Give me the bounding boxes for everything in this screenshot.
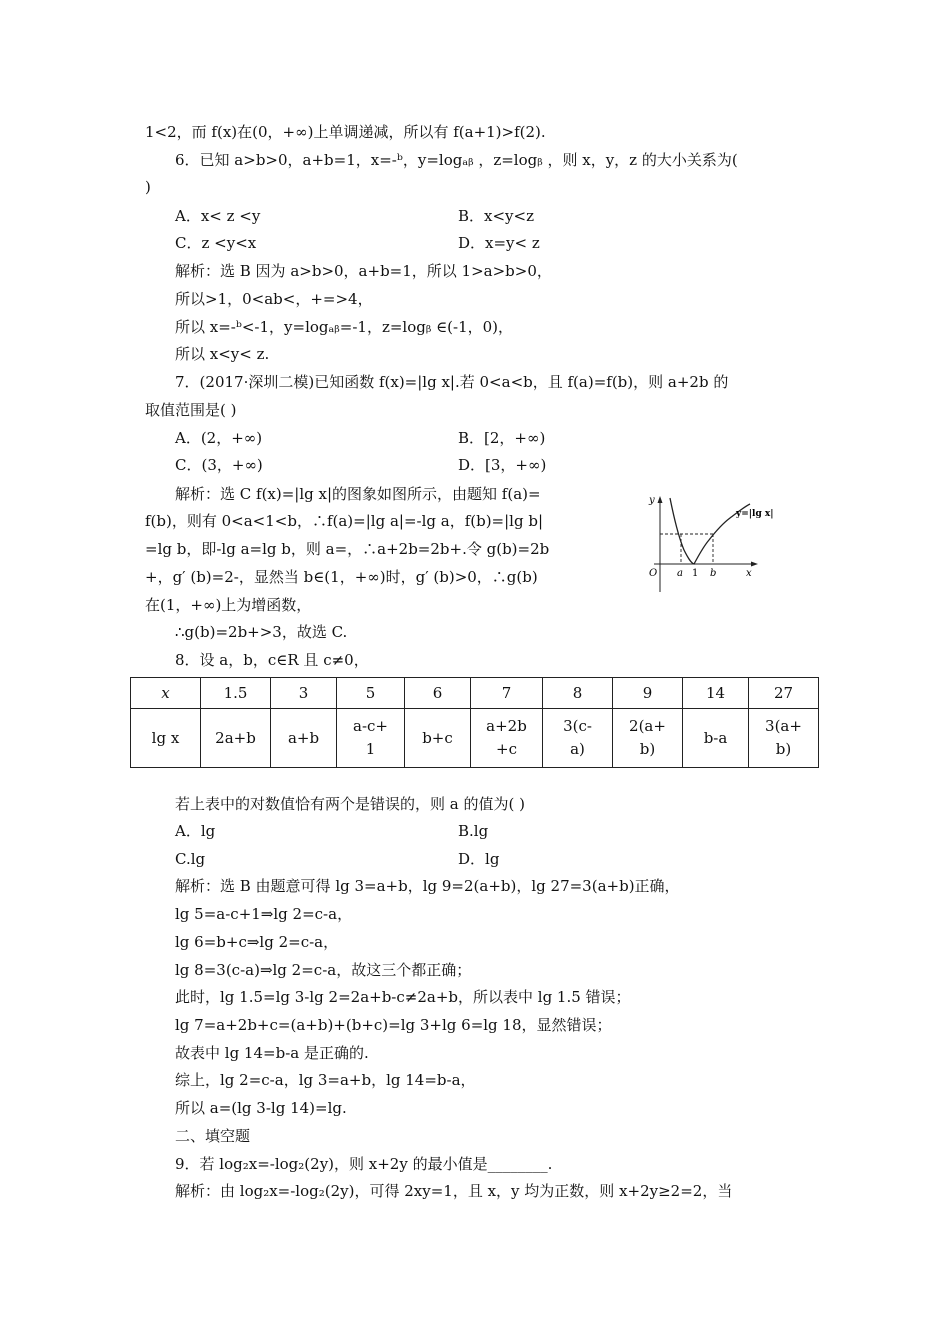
section-heading: 二、填空题 — [175, 1127, 251, 1145]
question-7-stem: 7．(2017·深圳二模)已知函数 f(x)=|lg x|.若 0<a<b，且 f(a)=f(b)，则 a+2b 的 — [175, 373, 729, 391]
solution-line: 所以>1，0<ab<，+=>4， — [175, 290, 373, 308]
log-table — [130, 677, 819, 768]
table-cell: 14 — [683, 678, 749, 709]
lg-graph-figure — [630, 492, 790, 594]
table-cell: a+2b +c — [471, 709, 543, 768]
origin-label: O — [649, 568, 658, 579]
table-cell: lg x — [131, 709, 201, 768]
table-cell: 7 — [471, 678, 543, 709]
option-a: A．x< z <y — [175, 207, 261, 225]
table-cell: 3(c- a) — [543, 709, 613, 768]
table-cell: a+b — [271, 709, 337, 768]
solution-line: 解析：选 B 由题意可得 lg 3=a+b，lg 9=2(a+b)，lg 27=3(a+b)正确， — [175, 877, 680, 895]
solution-line: ∴g(b)=2b+>3，故选 C. — [175, 623, 348, 641]
table-cell: 5 — [337, 678, 405, 709]
option-b: B.lg — [458, 822, 489, 840]
solution-line: 解析：选 B 因为 a>b>0，a+b=1，所以 1>a>b>0， — [175, 262, 552, 280]
option-d: D．lg — [458, 850, 500, 868]
table-cell: b+c — [405, 709, 471, 768]
option-a: A．(2，+∞) — [175, 429, 263, 447]
table-cell: 9 — [613, 678, 683, 709]
option-c: C．z <y<x — [175, 234, 257, 252]
x-axis-label: x — [746, 568, 752, 579]
table-cell: 27 — [749, 678, 819, 709]
option-c: C．(3，+∞) — [175, 456, 263, 474]
table-cell: a-c+ 1 — [337, 709, 405, 768]
solution-line: =lg b，即-lg a=lg b，则 a=，∴a+2b=2b+.令 g(b)=2b — [145, 540, 550, 558]
table-row — [131, 709, 819, 768]
option-b: B．[2，+∞) — [458, 429, 546, 447]
option-a: A．lg — [175, 822, 216, 840]
solution-line: 解析：由 log₂x=-log₂(2y)，可得 2xy=1，且 x，y 均为正数，则 x+2y≥2=2，当 — [175, 1182, 733, 1200]
text-line: 取值范围是( ) — [145, 401, 237, 419]
table-cell: 2(a+ b) — [613, 709, 683, 768]
a-tick-label: a — [677, 568, 683, 579]
table-header-row — [131, 678, 819, 709]
table-cell: 6 — [405, 678, 471, 709]
text-line: 若上表中的对数值恰有两个是错误的，则 a 的值为( ) — [175, 795, 525, 813]
table-cell: 2a+b — [201, 709, 271, 768]
x-axis-arrow-icon — [751, 562, 758, 567]
curve-label: y=|lg x| — [736, 509, 774, 519]
y-axis-arrow-icon — [658, 496, 663, 503]
lg-curve — [670, 498, 750, 564]
text-line: 1<2，而 f(x)在(0，+∞)上单调递减，所以有 f(a+1)>f(2). — [145, 123, 546, 141]
y-axis-label: y — [649, 495, 655, 506]
solution-line: 所以 x<y< z. — [175, 345, 270, 363]
table-cell: x — [131, 678, 201, 709]
solution-line: lg 8=3(c-a)⇒lg 2=c-a，故这三个都正确； — [175, 961, 472, 979]
table-cell: 3(a+ b) — [749, 709, 819, 768]
table-cell: 8 — [543, 678, 613, 709]
b-tick-label: b — [710, 568, 717, 579]
solution-line: 所以 x=-ᵇ<-1，y=logₐᵦ=-1，z=logᵦ ∈(-1，0)， — [175, 318, 514, 336]
solution-line: 解析：选 C f(x)=|lg x|的图象如图所示，由题知 f(a)= — [175, 485, 541, 503]
question-6-stem: 6．已知 a>b>0，a+b=1，x=-ᵇ，y=logₐᵦ ，z=logᵦ ，则 x，y，z 的大小关系为( — [175, 151, 738, 169]
one-tick-label: 1 — [692, 568, 699, 579]
option-c: C.lg — [175, 850, 206, 868]
option-d: D．x=y< z — [458, 234, 540, 252]
text-line: ) — [145, 178, 151, 196]
solution-line: 综上，lg 2=c-a，lg 3=a+b，lg 14=b-a， — [175, 1071, 476, 1089]
table-cell: b-a — [683, 709, 749, 768]
option-b: B．x<y<z — [458, 207, 534, 225]
solution-line: lg 5=a-c+1⇒lg 2=c-a， — [175, 905, 353, 923]
option-d: D．[3，+∞) — [458, 456, 547, 474]
solution-line: f(b)，则有 0<a<1<b，∴f(a)=|lg a|=-lg a，f(b)=|lg b| — [145, 512, 543, 530]
question-9-stem: 9．若 log₂x=-log₂(2y)，则 x+2y 的最小值是________. — [175, 1155, 553, 1173]
question-8-stem: 8．设 a，b，c∈R 且 c≠0， — [175, 651, 369, 669]
table-cell: 3 — [271, 678, 337, 709]
solution-line: 此时，lg 1.5=lg 3-lg 2=2a+b-c≠2a+b，所以表中 lg 1.5 错误； — [175, 988, 631, 1006]
solution-line: lg 7=a+2b+c=(a+b)+(b+c)=lg 3+lg 6=lg 18，显然错误； — [175, 1016, 612, 1034]
solution-line: 在(1，+∞)上为增函数， — [145, 596, 312, 614]
solution-line: lg 6=b+c⇒lg 2=c-a， — [175, 933, 339, 951]
solution-line: 故表中 lg 14=b-a 是正确的. — [175, 1044, 369, 1062]
solution-line: +，g′ (b)=2-，显然当 b∈(1，+∞)时，g′ (b)>0，∴g(b) — [145, 568, 538, 586]
solution-line: 所以 a=(lg 3-lg 14)=lg. — [175, 1099, 347, 1117]
table-cell: 1.5 — [201, 678, 271, 709]
